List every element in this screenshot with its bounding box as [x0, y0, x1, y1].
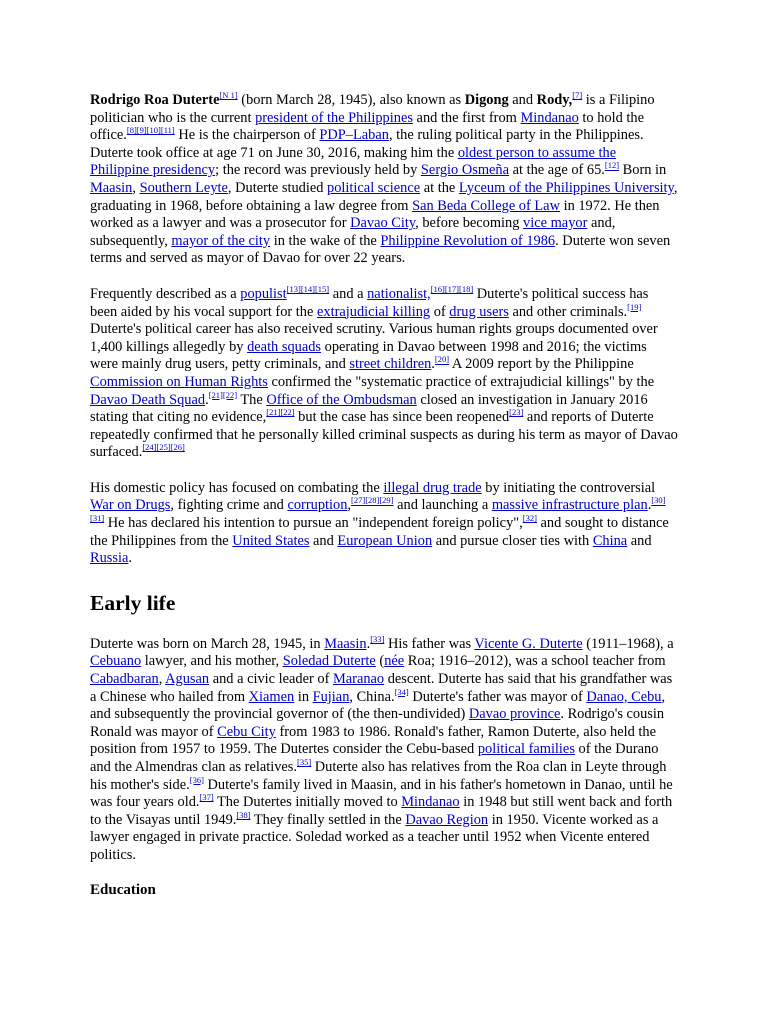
body-text: . Rodrigo's cousin Ronald was mayor of [90, 706, 665, 740]
wiki-link[interactable]: Maranao [332, 671, 385, 688]
body-text: A 2009 report by the Philippine [449, 356, 634, 373]
wiki-link[interactable]: drug users [449, 303, 509, 320]
body-text: and launching a [393, 497, 492, 514]
citation-link[interactable]: [34] [394, 686, 409, 697]
political-career-paragraph [90, 286, 678, 462]
wiki-link[interactable]: Cebu City [217, 723, 276, 740]
body-text: of [430, 303, 450, 320]
citation-link[interactable]: [35] [297, 757, 312, 768]
wiki-link[interactable]: Maasin [90, 179, 133, 196]
citation-link[interactable]: [36] [189, 774, 204, 785]
body-text: ( [375, 653, 385, 670]
wiki-link[interactable]: Danao, Cebu [586, 688, 662, 705]
wiki-link[interactable]: Lyceum of the Philippines University [458, 179, 674, 196]
body-text: He has declared his intention to pursue an "independent foreign policy", [104, 515, 523, 532]
citation-link[interactable]: [23] [509, 407, 524, 418]
wiki-link[interactable]: Russia [90, 550, 129, 567]
body-text: ; the record was previously held by [215, 162, 421, 179]
citation-link[interactable]: [16][17][18] [430, 284, 474, 295]
body-text: at the age of 65. [509, 162, 605, 179]
body-text: and other criminals. [508, 303, 628, 320]
body-text: , [347, 497, 352, 514]
body-text: , graduating in 1968, before obtaining a law degree from [90, 179, 678, 214]
citation-sup [190, 775, 204, 785]
wiki-link[interactable]: PDP–Laban [319, 127, 389, 144]
citation-sup [523, 513, 537, 523]
body-text: Duterte's political success has been aided by his vocal support for the [90, 285, 649, 320]
citation-link[interactable]: [8][9][10][11] [126, 125, 175, 136]
wiki-link[interactable]: corruption [287, 497, 348, 514]
citation-sup [127, 125, 175, 135]
wiki-link[interactable]: United States [232, 532, 310, 549]
citation-sup [605, 161, 619, 171]
wiki-link[interactable]: Sergio Osmeña [420, 162, 509, 179]
wiki-link[interactable]: vice mayor [523, 215, 588, 232]
body-text: by initiating the controversial [481, 479, 656, 496]
wiki-link[interactable]: China [592, 532, 628, 549]
wiki-link[interactable]: Maasin [324, 635, 367, 652]
wiki-link[interactable]: Cabadbaran [90, 671, 159, 688]
citation-link[interactable]: [33] [370, 634, 385, 645]
body-text: The Dutertes initially moved to [213, 794, 402, 811]
citation-link[interactable]: [37] [199, 792, 214, 803]
body-text: . [647, 497, 652, 514]
wiki-link[interactable]: Office of the Ombudsman [266, 391, 417, 408]
wiki-link[interactable]: Davao province [468, 706, 561, 723]
citation-link[interactable]: [21][22] [266, 407, 295, 418]
body-text: , [158, 671, 166, 688]
wiki-link[interactable]: Cebuano [90, 653, 142, 670]
body-text: Duterte's political career has also received scrutiny. Various human rights groups documented over 1,400 killings allegedly by [90, 321, 658, 355]
subsection-heading-education: Education [90, 881, 156, 898]
citation-sup [351, 496, 393, 506]
body-text: Duterte was born on March 28, 1945, in [90, 635, 325, 652]
citation-link[interactable]: [20] [434, 354, 450, 365]
body-text: Duterte's family lived in Maasin, and in his father's hometown in Danao, until he was four years old. [90, 776, 673, 811]
body-text: , fighting crime and [170, 497, 288, 514]
citation-link[interactable]: [30][31] [90, 495, 666, 524]
citation-link[interactable]: [12] [604, 160, 620, 171]
body-text: confirmed the "systematic practice of extrajudicial killings" by the [267, 373, 655, 390]
wiki-link[interactable]: death squads [247, 338, 322, 355]
body-text: . [128, 550, 132, 567]
body-text: (born March 28, 1945), also known as [237, 92, 465, 108]
citation-sup [236, 810, 250, 820]
wiki-link[interactable]: mayor of the city [171, 232, 271, 249]
citation-sup [395, 687, 409, 697]
wiki-link[interactable]: Commission on Human Rights [90, 373, 268, 390]
body-text: , before becoming [415, 215, 524, 232]
domestic-policy-paragraph [90, 480, 678, 568]
body-text: , [132, 179, 140, 196]
citation-sup [266, 407, 294, 417]
citation-sup [431, 284, 473, 294]
body-text: . Duterte won seven terms and served as mayor of Davao for over 22 years. [90, 232, 671, 267]
wiki-link[interactable]: political science [327, 179, 421, 196]
wiki-link[interactable]: extrajudicial killing [317, 303, 431, 320]
wiki-link[interactable]: Xiamen [248, 688, 295, 705]
wiki-link[interactable]: European Union [337, 532, 433, 549]
wiki-link[interactable]: nationalist, [367, 285, 431, 302]
wiki-link[interactable]: oldest person to assume the Philippine presidency [90, 144, 617, 179]
citation-sup [370, 634, 384, 644]
body-text: and pursue closer ties with [432, 532, 593, 549]
wiki-link[interactable]: Davao Death Squad [90, 391, 206, 408]
bold-text: Digong [464, 92, 509, 108]
section-heading-early-life: Early life [90, 590, 176, 615]
wiki-link[interactable]: Fujian [312, 688, 350, 705]
citation-link[interactable]: [24][25][26] [142, 442, 185, 453]
body-text: (1911–1968), a [582, 635, 674, 652]
citation-link[interactable]: [27][28][29] [351, 495, 394, 506]
body-text: is a Filipino politician who is the current [90, 92, 655, 126]
wiki-link[interactable]: Davao Region [405, 811, 489, 828]
body-text: , China. [349, 688, 395, 705]
wiki-link[interactable]: Vicente G. Duterte [474, 635, 583, 652]
body-text: Roa; 1916–2012), was a school teacher from [404, 653, 666, 670]
body-text: in 1950. Vicente worked as a lawyer engaged in private practice. Soledad worked as a teacher until 1952 when Vicente entered politics. [90, 811, 659, 863]
wiki-link[interactable]: Mindanao [520, 109, 579, 126]
wiki-link[interactable]: Southern Leyte [139, 179, 228, 196]
body-text: and [309, 532, 338, 549]
body-text: . [205, 391, 209, 408]
wiki-link[interactable]: Soledad Duterte [282, 653, 376, 670]
body-text: descent. Duterte has said that his grandfather was a Chinese who hailed from [90, 671, 673, 705]
body-text: in 1972. He then worked as a lawyer and was a prosecutor for [90, 197, 660, 232]
body-text: in 1948 but still went back and forth to the Visayas until 1949. [90, 794, 673, 828]
bold-text: Rody, [536, 92, 573, 108]
citation-link[interactable]: [13][14][15] [286, 284, 330, 295]
citation-link[interactable]: [21][22] [208, 389, 238, 400]
body-text: but the case has since been reopened [294, 409, 510, 426]
citation-link[interactable]: [38] [236, 809, 251, 820]
citation-sup [509, 407, 523, 417]
wiki-link[interactable]: Mindanao [401, 794, 460, 811]
body-text: to hold the office. [90, 109, 644, 144]
body-text: His father was [384, 635, 475, 652]
body-text: closed an investigation in January 2016 stating that citing no evidence, [90, 391, 648, 426]
early-life-paragraph [90, 636, 678, 865]
citation-link[interactable]: [19] [627, 301, 642, 312]
body-text: and, subsequently, [90, 215, 616, 249]
wiki-link[interactable]: political families [477, 741, 575, 758]
intro-paragraph [90, 92, 678, 268]
citation-sup [287, 284, 329, 294]
body-text: and reports of Duterte repeatedly confirmed that he personally killed criminal suspects as during his term as mayor of Davao surfaced. [90, 409, 678, 461]
body-text: in [294, 688, 313, 705]
article-body [90, 92, 678, 899]
body-text: and [627, 532, 652, 549]
wiki-link[interactable]: Davao City [350, 215, 416, 232]
body-text: , and subsequently the provincial governor of (the then-undivided) [90, 688, 666, 723]
body-text: in the wake of the [270, 232, 381, 249]
body-text: and a civic leader of [209, 671, 333, 688]
wiki-link[interactable]: War on Drugs [90, 497, 171, 514]
citation-sup [297, 757, 311, 767]
wiki-link[interactable]: street children [349, 356, 432, 373]
wiki-link[interactable]: Agusan [165, 671, 210, 688]
wiki-link[interactable]: populist [240, 285, 287, 302]
body-text: He is the chairperson of [174, 127, 320, 144]
body-text: Duterte's father was mayor of [408, 688, 587, 705]
citation-sup [142, 442, 184, 452]
citation-sup [209, 390, 237, 400]
bold-text: Rodrigo Roa Duterte [90, 92, 220, 108]
body-text: and the first from [412, 109, 521, 126]
body-text: They finally settled in the [250, 811, 406, 828]
body-text: His domestic policy has focused on combating the [90, 479, 384, 496]
citation-sup [220, 90, 238, 100]
citation-link[interactable]: [32] [522, 513, 537, 524]
wiki-link[interactable]: San Beda College of Law [412, 197, 560, 214]
body-text: operating in Davao between 1998 and 2016; the victims were mainly drug users, petty criminals, and [90, 338, 647, 373]
citation-sup [627, 302, 641, 312]
wiki-link[interactable]: Philippine Revolution of 1986 [380, 232, 556, 249]
body-text: . [431, 356, 435, 373]
wiki-link[interactable]: president of the Philippines [255, 109, 413, 126]
body-text: of the Durano and the Almendras clan as relatives. [90, 741, 659, 775]
body-text: , the ruling political party in the Philippines. Duterte took office at age 71 on June 30, 2016, making him the [90, 127, 644, 161]
citation-link[interactable]: [7] [572, 90, 583, 101]
body-text: at the [420, 179, 459, 196]
citation-sup [572, 90, 582, 100]
body-text: , Duterte studied [227, 179, 328, 196]
body-text: from 1983 to 1986. Ronald's father, Ramon Duterte, also held the position from 1957 to 1959. The Dutertes consider the Cebu-based [90, 723, 656, 758]
body-text: Duterte also has relatives from the Roa clan in Leyte through his mother's side. [90, 759, 667, 793]
wiki-link[interactable]: née [384, 653, 405, 670]
body-text: and sought to distance the Philippines from the [90, 515, 669, 549]
citation-link[interactable]: [N 1] [219, 90, 238, 101]
body-text: lawyer, and his mother, [141, 653, 283, 670]
body-text: Born in [619, 162, 667, 179]
wiki-link[interactable]: massive infrastructure plan [491, 497, 648, 514]
wiki-link[interactable]: illegal drug trade [383, 479, 482, 496]
citation-sup [200, 792, 214, 802]
body-text: Frequently described as a [90, 285, 241, 302]
body-text: . [366, 635, 371, 652]
body-text: The [237, 391, 267, 408]
body-text: and a [329, 285, 368, 302]
body-text: and [508, 92, 537, 108]
citation-sup [435, 355, 449, 365]
